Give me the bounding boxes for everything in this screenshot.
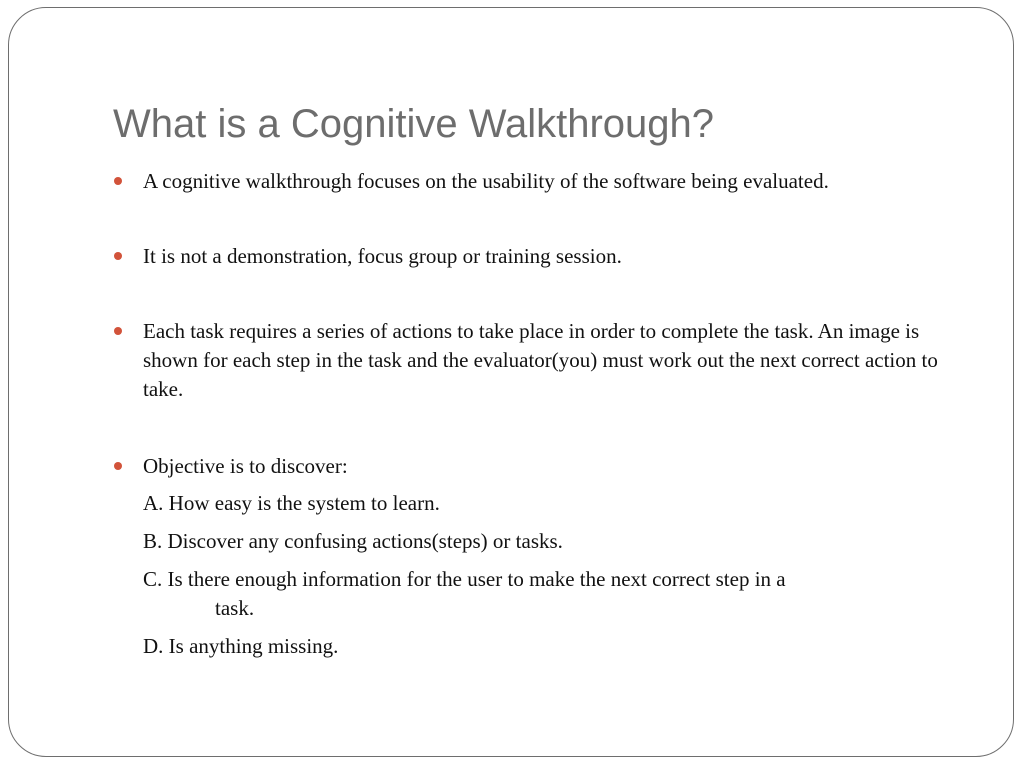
bullet-text: Objective is to discover: (143, 454, 348, 478)
bullet-marker-icon (114, 252, 122, 260)
bullet-item-task-actions (143, 317, 973, 404)
bullet-text: It is not a demonstration, focus group or training session. (143, 244, 622, 268)
bullet-item-usability-focus (143, 167, 973, 196)
bullet-marker-icon (114, 177, 122, 185)
objective-item-b: B. Discover any confusing actions(steps) or tasks. (143, 529, 563, 553)
objective-item-d: D. Is anything missing. (143, 634, 339, 658)
objective-item-c (143, 565, 923, 623)
bullet-text: A cognitive walkthrough focuses on the usability of the software being evaluated. (143, 169, 829, 193)
slide-title: What is a Cognitive Walkthrough? (113, 102, 715, 146)
bullet-marker-icon (114, 327, 122, 335)
bullet-item-objective (143, 452, 973, 481)
objective-item-a: A. How easy is the system to learn. (143, 491, 440, 515)
bullet-marker-icon (114, 462, 122, 470)
objective-item-c-line2: task. (215, 596, 255, 620)
bullet-item-not-demonstration (143, 242, 973, 271)
bullet-text: Each task requires a series of actions to take place in order to complete the task. An image is shown for each step in the task and the evaluator(you) must work out the next correct action to take. (143, 319, 938, 401)
objective-item-c-line1: C. Is there enough information for the user to make the next correct step in a (143, 567, 786, 591)
